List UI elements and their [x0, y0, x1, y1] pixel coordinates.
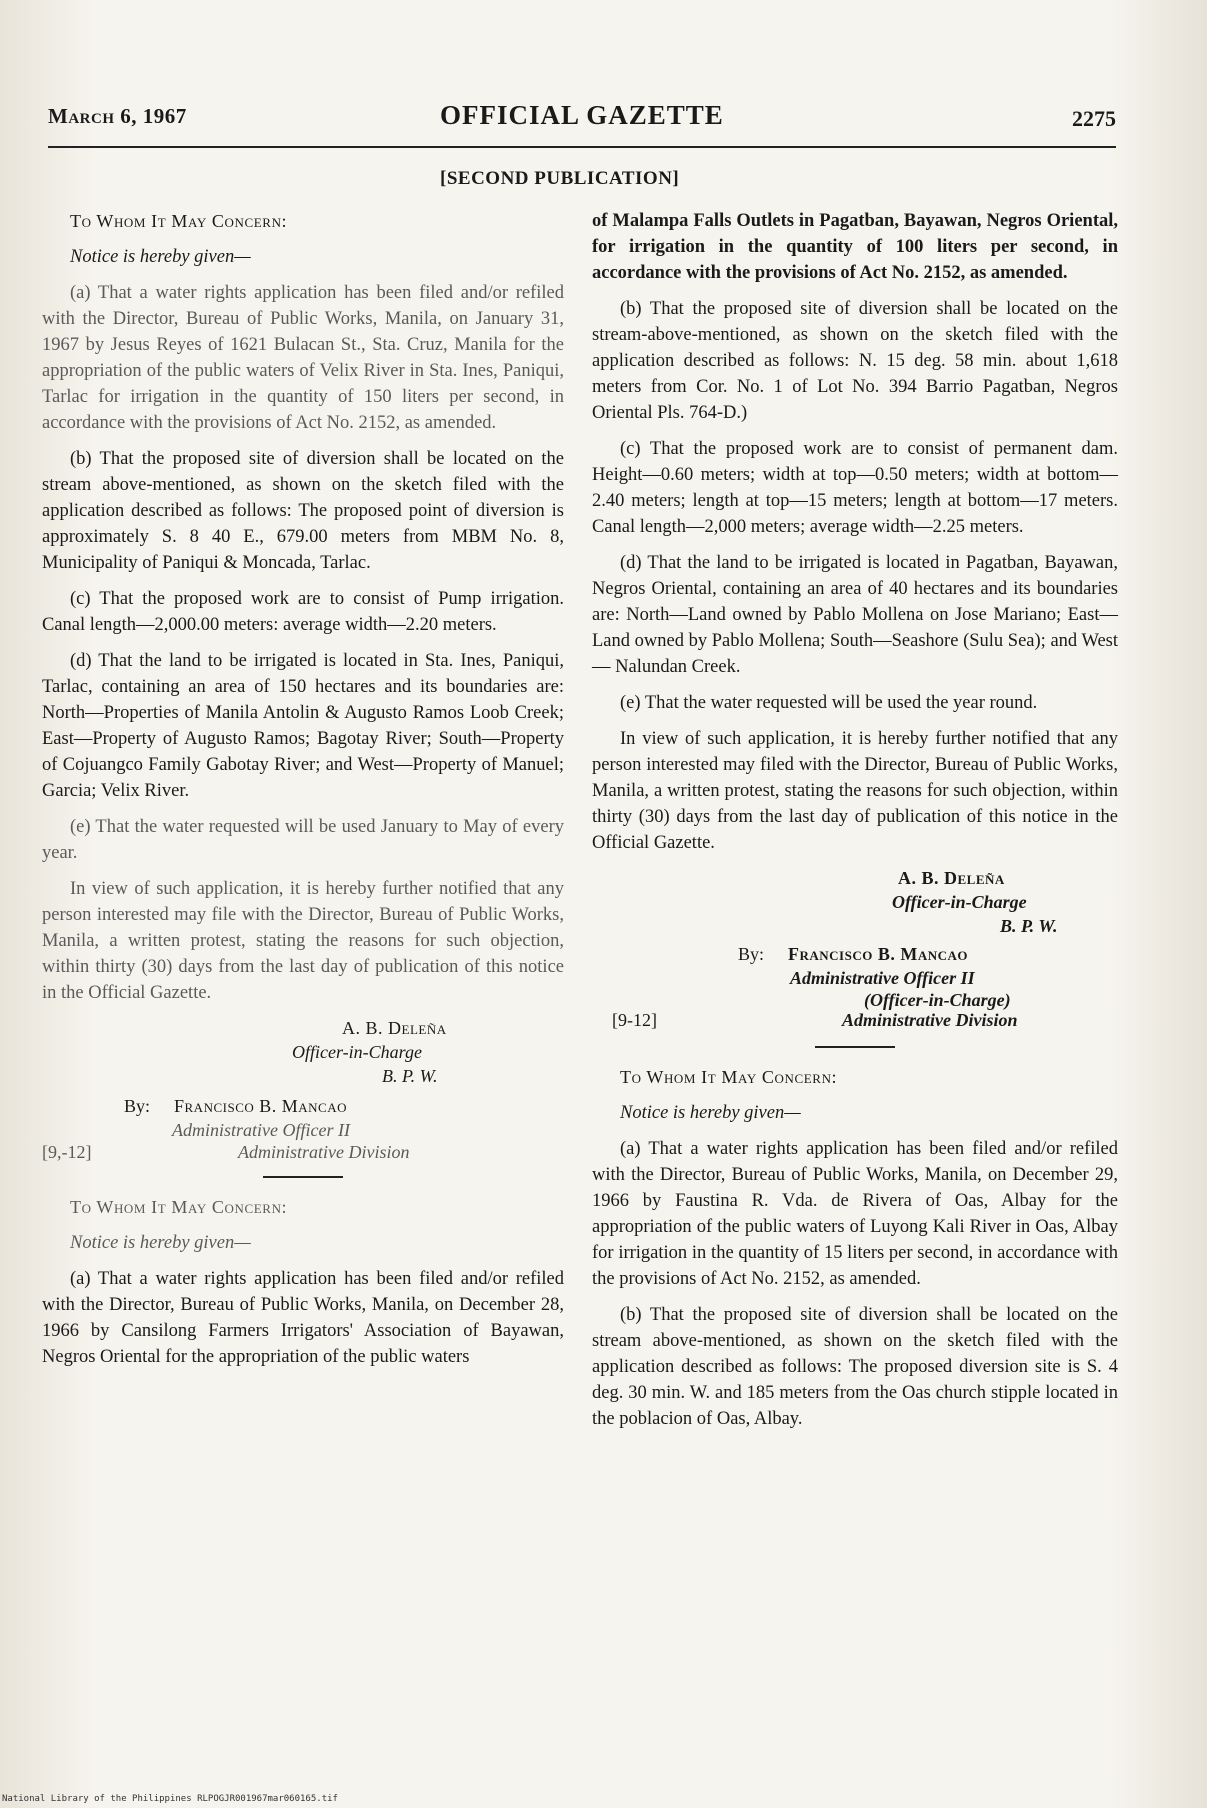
by-division: Administrative Division	[842, 1010, 1018, 1030]
signatory-title: Officer-in-Charge	[292, 1042, 422, 1062]
paragraph-c: (c) That the proposed work are to consist of Pump irrigation. Canal length—2,000.00 meters: average width—2.20 meters.	[42, 589, 564, 635]
paragraph-e: (e) That the water requested will be used the year round.	[620, 693, 1038, 713]
by-name: Francisco B. Mancao	[788, 944, 968, 964]
by-title: Administrative Officer II	[790, 968, 975, 988]
issue-date: March 6, 1967	[48, 104, 187, 128]
notice-heading: To Whom It May Concern:	[620, 1067, 838, 1087]
header-rule	[48, 146, 1116, 148]
right-column	[592, 208, 1118, 1442]
page-number: 2275	[1072, 106, 1116, 131]
signature-block	[592, 866, 1118, 1032]
paragraph-d: (d) That the land to be irrigated is located in Sta. Ines, Paniqui, Tarlac, containing an area of 150 hectares and its boundaries are: North—Properties of Manila Antolin & Augusto Ramos Loob Creek; East—Property of Augusto Ramos; Bagotay River; South—Property of Cojuangco Family Gabotay River; and West—Property of Manuel; Garcia; Velix River.	[42, 651, 564, 801]
closing-paragraph: In view of such application, it is hereby further notified that any person interested may file with the Director, Bureau of Public Works, Manila, a written protest, stating the reasons for such objection, within thirty (30) days from the last day of publication of this notice in the Official Gazette.	[42, 879, 564, 1003]
paragraph-a: (a) That a water rights application has been filed and/or refiled with the Director, Bureau of Public Works, Manila, on December 29, 1966 by Faustina R. Vda. de Rivera of Oas, Albay for the appropriation of the public waters of Luyong Kali River in Oas, Albay for irrigation in the quantity of 15 liters per second, in accordance with the provisions of Act No. 2152, as amended.	[592, 1139, 1118, 1289]
signature-block	[42, 1016, 564, 1162]
left-column	[42, 208, 564, 1380]
paragraph-a: (a) That a water rights application has been filed and/or refiled with the Director, Bureau of Public Works, Manila, on January 31, 1967 by Jesus Reyes of 1621 Bulacan St., Sta. Cruz, Manila for the appropriation of the public waters of Velix River in Sta. Ines, Paniqui, Tarlac for irrigation in the quantity of 150 liters per second, in accordance with the provisions of Act No. 2152, as amended.	[42, 283, 564, 433]
by-title-2: (Officer-in-Charge)	[864, 990, 1011, 1010]
signatory-name: A. B. Deleña	[342, 1018, 447, 1038]
by-label: By:	[738, 944, 765, 964]
notice-heading: To Whom It May Concern:	[70, 1197, 288, 1217]
signatory-title: Officer-in-Charge	[892, 892, 1027, 912]
notice-intro: Notice is hereby given—	[70, 1233, 251, 1253]
scan-footer: National Library of the Philippines RLPOGJR001967mar060165.tif	[2, 1794, 338, 1804]
page-header	[48, 100, 1120, 140]
paragraph-a: (a) That a water rights application has been filed and/or refiled with the Director, Bureau of Public Works, Manila, on December 28, 1966 by Cansilong Farmers Irrigators' Association of Bayawan, Negros Oriental for the appropriation of the public waters	[42, 1269, 564, 1367]
section-divider	[815, 1046, 895, 1048]
paragraph-c: (c) That the proposed work are to consist of permanent dam. Height—0.60 meters; width at top—0.50 meters; width at bottom—2.40 meters; length at top—15 meters; length at bottom—17 meters. Canal length—2,000 meters; average width—2.25 meters.	[592, 439, 1118, 537]
publication-label: [SECOND PUBLICATION]	[440, 168, 680, 189]
signatory-office: B. P. W.	[382, 1066, 438, 1086]
by-title: Administrative Officer II	[172, 1120, 350, 1140]
continuation-paragraph: of Malampa Falls Outlets in Pagatban, Bayawan, Negros Oriental, for irrigation in the quantity of 100 liters per second, in accordance with the provisions of Act No. 2152, as amended.	[592, 211, 1118, 283]
signatory-name: A. B. Deleña	[898, 868, 1005, 888]
notice-heading: To Whom It May Concern:	[70, 211, 288, 231]
paragraph-b: (b) That the proposed site of diversion shall be located on the stream-above-mentioned, as shown on the sketch filed with the application described as follows: N. 15 deg. 58 min. about 1,618 meters from Cor. No. 1 of Lot No. 394 Barrio Pagatban, Negros Oriental Pls. 764-D.)	[592, 299, 1118, 423]
issue-reference: [9-12]	[612, 1010, 657, 1030]
by-division: Administrative Division	[238, 1142, 410, 1162]
by-label: By:	[124, 1096, 151, 1116]
signatory-office: B. P. W.	[1000, 916, 1058, 936]
closing-paragraph: In view of such application, it is hereby further notified that any person interested may filed with the Director, Bureau of Public Works, Manila, a written protest, stating the reasons for such objection, within thirty (30) days from the last day of publication of this notice in the Official Gazette.	[592, 729, 1118, 853]
section-divider	[263, 1176, 343, 1178]
issue-reference: [9,-12]	[42, 1142, 92, 1162]
notice-intro: Notice is hereby given—	[70, 247, 251, 267]
paragraph-e: (e) That the water requested will be used January to May of every year.	[42, 817, 564, 863]
paragraph-b: (b) That the proposed site of diversion shall be located on the stream above-mentioned, as shown on the sketch filed with the application described as follows: The proposed diversion site is S. 4 deg. 30 min. W. and 185 meters from the Oas church stipple located in the poblacion of Oas, Albay.	[592, 1305, 1118, 1429]
notice-intro: Notice is hereby given—	[620, 1103, 801, 1123]
publication-title: OFFICIAL GAZETTE	[440, 100, 724, 130]
paragraph-d: (d) That the land to be irrigated is located in Pagatban, Bayawan, Negros Oriental, containing an area of 40 hectares and its boundaries are: North—Land owned by Pablo Mollena on Jose Mariano; East—Land owned by Pablo Mollena; South—Seashore (Sulu Sea); and West— Nalundan Creek.	[592, 553, 1118, 677]
by-name: Francisco B. Mancao	[174, 1096, 347, 1116]
paragraph-b: (b) That the proposed site of diversion shall be located on the stream above-mentioned, as shown on the sketch filed with the application described as follows: The proposed point of diversion is approximately S. 8 40 E., 679.00 meters from MBM No. 8, Municipality of Paniqui & Moncada, Tarlac.	[42, 449, 564, 573]
